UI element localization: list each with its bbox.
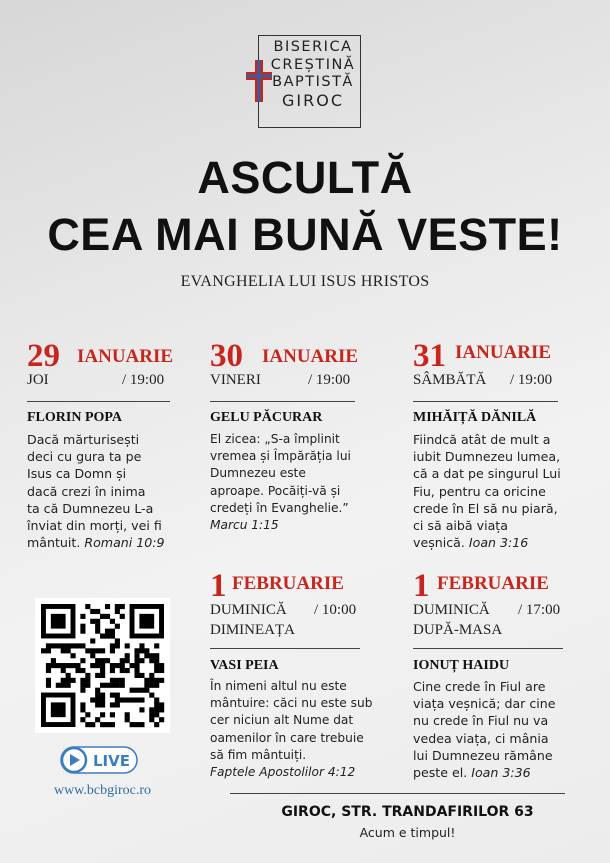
event-verse: [27, 431, 207, 551]
church-logo: [243, 35, 363, 130]
verse-line: ci să aibă viața: [413, 518, 508, 534]
event-time: / 19:00: [510, 372, 553, 388]
event-weekday: JOI: [27, 372, 49, 388]
live-badge: [60, 745, 140, 775]
event-period: DUPĂ-MASA: [413, 622, 503, 638]
divider: [210, 401, 355, 402]
event-weekday: VINERI: [210, 372, 261, 388]
verse-reference: Faptele Apostolilor 4:12: [210, 765, 356, 780]
live-button[interactable]: [60, 745, 140, 779]
church-name-line: BISERICA: [273, 39, 353, 55]
verse-line: Fiindcă atât de mult a: [413, 432, 551, 447]
verse-line: ta că Dumnezeu L-a: [27, 500, 154, 516]
verse-line: El zicea: „S-a împlinit: [210, 432, 340, 446]
verse-line: lui Dumnezeu rămâne: [413, 747, 553, 763]
slogan: Acum e timpul!: [359, 825, 456, 840]
verse-line: deci cu gura ta pe: [27, 449, 142, 465]
event-day: 30: [210, 338, 243, 374]
website-link[interactable]: www.bcbgiroc.ro: [53, 783, 152, 798]
event-weekday: SÂMBĂTĂ: [413, 372, 487, 388]
event-time: / 19:00: [308, 372, 351, 388]
event-verse: [210, 678, 405, 781]
verse-line: Dumnezeu este: [210, 466, 306, 481]
verse-line: Isus ca Domn și: [27, 466, 127, 482]
event-day: 1: [210, 568, 227, 604]
event-weekday: DUMINICĂ: [210, 602, 287, 618]
event-speaker: IONUȚ HAIDU: [413, 658, 510, 673]
verse-reference: Marcu 1:15: [210, 518, 279, 533]
verse-text: mântuit.: [27, 535, 81, 551]
qr-code[interactable]: [35, 598, 170, 733]
event-month: IANUARIE: [262, 346, 359, 367]
divider: [413, 648, 563, 649]
event-month: IANUARIE: [455, 342, 552, 363]
verse-line: iubit Dumnezeu lumea,: [413, 449, 561, 465]
event-verse: [413, 678, 593, 781]
event-month: FEBRUARIE: [437, 573, 549, 594]
verse-line: viața veșnică; dar cine: [413, 696, 556, 712]
event-speaker: MIHĂIȚĂ DĂNILĂ: [413, 410, 537, 425]
headline-line-1: ASCULTĂ: [197, 152, 413, 203]
event-time: / 10:00: [314, 602, 357, 618]
live-label: LIVE: [93, 752, 130, 770]
verse-line: că a dat pe singurul Lui: [413, 466, 561, 482]
divider: [27, 401, 170, 402]
verse-line: să fim mântuiți.: [210, 747, 307, 762]
verse-line: Dacă mărturisești: [27, 432, 140, 447]
qr-code-image: [35, 598, 170, 733]
church-name-line: GIROC: [282, 90, 344, 110]
divider: [210, 648, 360, 649]
verse-reference: Romani 10:9: [84, 535, 165, 551]
church-name: [267, 39, 359, 109]
event-weekday: DUMINICĂ: [413, 602, 490, 618]
verse-line: vedea viața, ci mânia: [413, 730, 549, 746]
event-time: / 17:00: [518, 602, 561, 618]
church-name-line: BAPTISTĂ: [272, 74, 354, 90]
verse-line: înviat din morți, vei fi: [27, 518, 162, 534]
event-day: 29: [27, 338, 60, 374]
church-name-line: CREȘTINĂ: [270, 56, 356, 73]
verse-line: [413, 764, 593, 781]
verse-reference: Ioan 3:36: [471, 765, 531, 781]
verse-line: Cine crede în Fiul are: [413, 679, 546, 694]
verse-line: oamenilor în care trebuie: [210, 730, 364, 745]
footer-divider: [230, 793, 565, 794]
divider: [413, 401, 558, 402]
verse-line: credeți în Evanghelie.”: [210, 500, 349, 515]
verse-text: veșnică.: [413, 535, 465, 551]
verse-line: cer niciun alt Nume dat: [210, 713, 354, 728]
verse-line: mântuire: căci nu este sub: [210, 696, 373, 711]
verse-line: vremea și Împărăția lui: [210, 449, 351, 464]
event-verse: [210, 431, 400, 534]
event-speaker: VASI PEIA: [210, 658, 279, 673]
verse-line: dacă crezi în inima: [27, 483, 146, 499]
headline-line-2: CEA MAI BUNĂ VESTE!: [47, 209, 563, 260]
verse-line: [413, 534, 593, 551]
event-speaker: GELU PĂCURAR: [210, 410, 323, 425]
address: GIROC, STR. TRANDAFIRILOR 63: [281, 804, 534, 820]
event-month: FEBRUARIE: [232, 573, 344, 594]
verse-line: Fiu, pentru ca oricine: [413, 483, 546, 499]
event-speaker: FLORIN POPA: [27, 410, 123, 425]
event-verse: [413, 431, 593, 551]
verse-line: aproape. Pocăiți-vă și: [210, 483, 341, 498]
subtitle: EVANGHELIA LUI ISUS HRISTOS: [180, 273, 430, 290]
event-day: 1: [413, 568, 430, 604]
event-time: / 19:00: [122, 372, 165, 388]
event-period: DIMINEAȚA: [210, 622, 295, 638]
verse-line: În nimeni altul nu este: [210, 679, 347, 693]
verse-reference: Ioan 3:16: [468, 535, 529, 551]
event-month: IANUARIE: [77, 346, 174, 367]
event-day: 31: [413, 338, 446, 374]
verse-line: nu crede în Fiul nu va: [413, 713, 549, 729]
verse-line: [27, 534, 207, 551]
verse-text: peste el.: [413, 765, 468, 781]
verse-line: crede în El să nu piară,: [413, 500, 558, 516]
